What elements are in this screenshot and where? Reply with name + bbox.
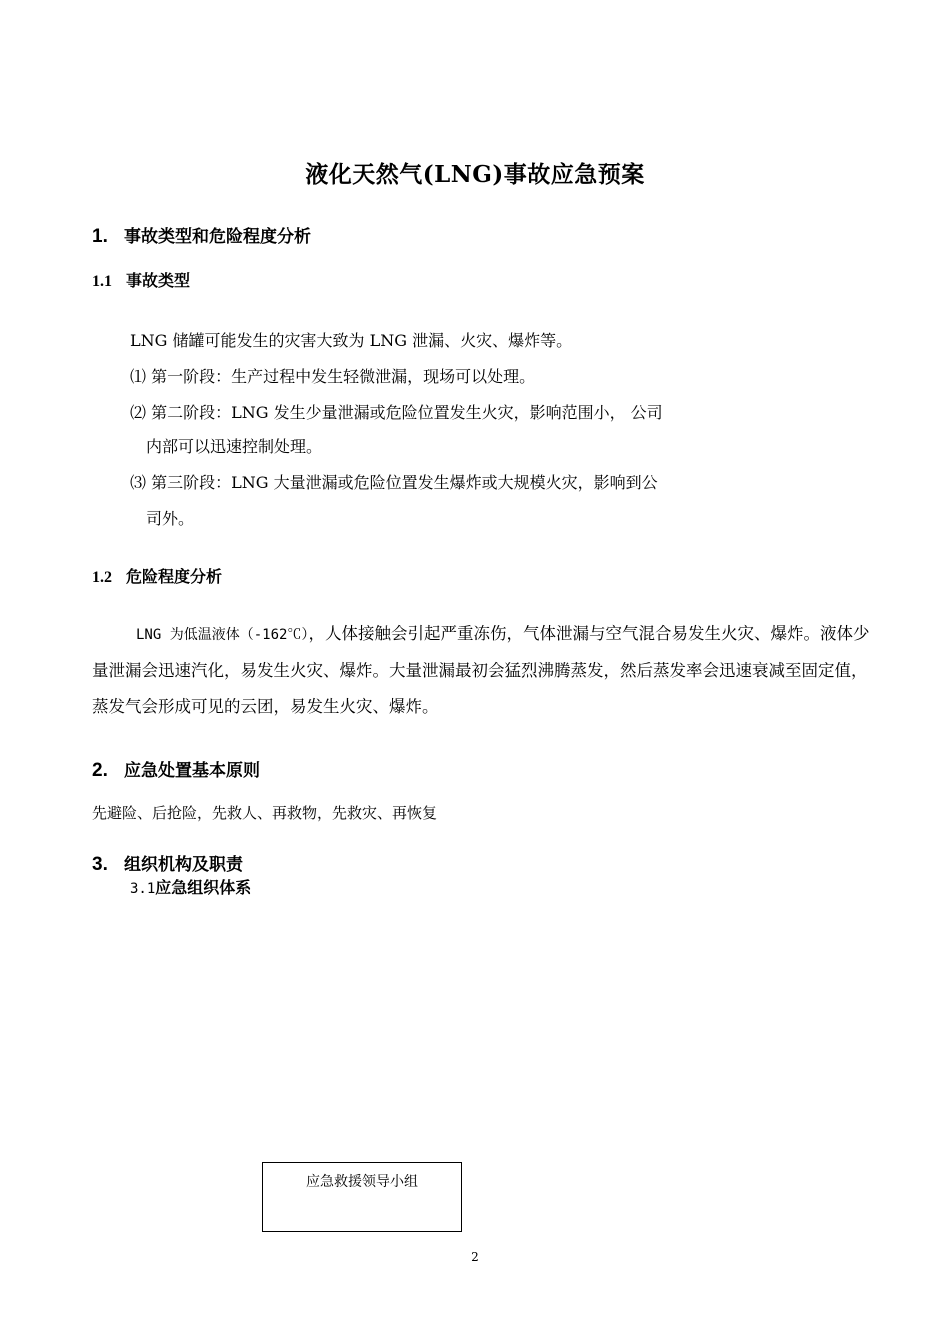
section-3-heading	[92, 850, 243, 876]
section-1-title: 事故类型和危险程度分析	[124, 227, 311, 247]
hazard-paragraph-rest: ，人体接触会引起严重冻伤，气体泄漏与空气混合易发生火灾、爆炸。液体少量泄漏会迅速汽化，易发生火灾、爆炸。大量泄漏最初会猛烈沸腾蒸发，然后蒸发率会迅速衰减至固定值，蒸发气会形成可见的云团，易发生火灾、爆炸。	[92, 624, 870, 716]
section-1-2-title: 危险程度分析	[126, 567, 223, 586]
stage-2-text-line2: 内部可以迅速控制处理。	[146, 437, 323, 456]
section-3-1-number: 3.1	[130, 881, 156, 897]
document-title: 液化天然气(LNG)事故应急预案	[305, 161, 645, 188]
hazard-analysis-paragraph	[92, 616, 872, 725]
section-1-1-heading	[92, 268, 190, 291]
section-2-title: 应急处置基本原则	[124, 761, 260, 781]
section-1-2-heading	[92, 564, 222, 587]
hazard-paragraph-lead: LNG 为低温液体（-162℃）	[136, 627, 309, 643]
response-principles-text: 先避险、后抢险，先救人、再救物，先救灾、再恢复	[92, 804, 438, 822]
section-1-1-number: 1.1	[92, 273, 112, 290]
accident-intro: LNG 储罐可能发生的灾害大致为 LNG 泄漏、火灾、爆炸等。	[130, 331, 573, 350]
section-1-heading	[92, 222, 311, 248]
org-chart-leadership-box	[262, 1162, 462, 1232]
section-2-heading	[92, 756, 260, 782]
section-2-number: 2.	[92, 760, 108, 781]
section-3-title: 组织机构及职责	[124, 855, 243, 875]
section-1-1-title: 事故类型	[126, 271, 191, 290]
section-3-1-heading	[130, 875, 251, 898]
section-3-number: 3.	[92, 854, 108, 875]
section-1-number: 1.	[92, 226, 108, 247]
stage-2-text-line1: ⑵ 第二阶段：LNG 发生少量泄漏或危险位置发生火灾，影响范围小， 公司	[130, 403, 663, 422]
section-1-2-number: 1.2	[92, 569, 112, 586]
org-chart-leadership-label: 应急救援领导小组	[306, 1174, 418, 1190]
stage-3-text-line2: 司外。	[146, 509, 195, 528]
page-number: 2	[471, 1250, 479, 1264]
section-3-1-title: 应急组织体系	[155, 878, 252, 897]
stage-1-text: ⑴ 第一阶段：生产过程中发生轻微泄漏，现场可以处理。	[130, 367, 536, 386]
stage-3-text-line1: ⑶ 第三阶段：LNG 大量泄漏或危险位置发生爆炸或大规模火灾，影响到公	[130, 473, 658, 492]
